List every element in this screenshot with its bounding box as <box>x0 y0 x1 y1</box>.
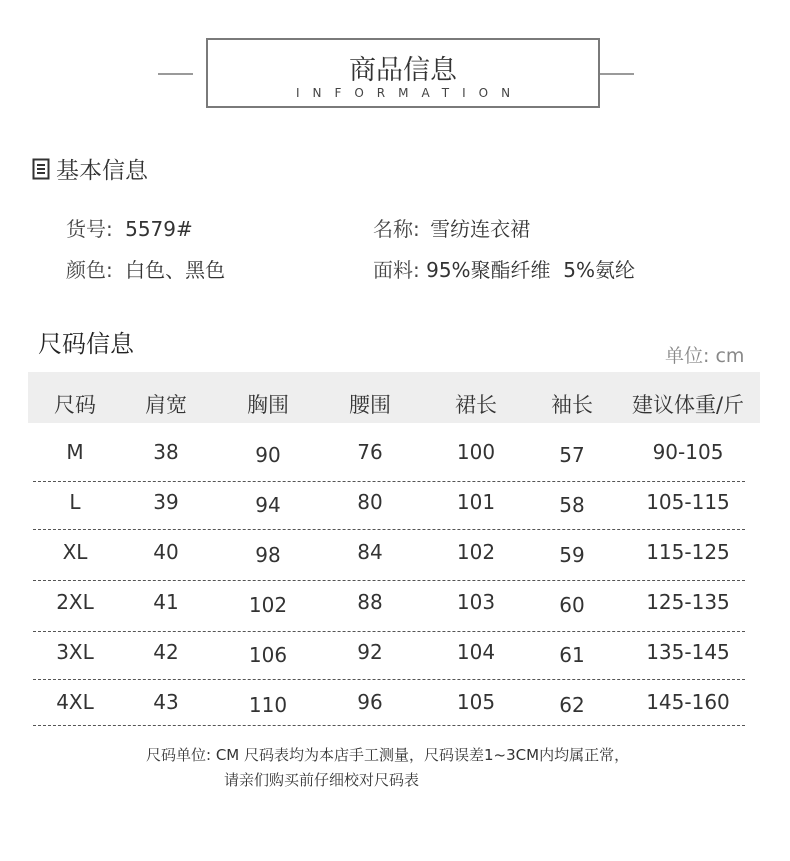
cell-shoulder: 40 <box>153 540 179 564</box>
cell-bust: 110 <box>248 693 288 717</box>
cell-weight: 115-125 <box>646 540 730 564</box>
table-row <box>0 640 790 690</box>
cell-sleeve: 57 <box>559 443 585 467</box>
cell-sleeve: 62 <box>559 693 585 717</box>
cell-dress-length: 103 <box>456 590 496 614</box>
col-header-sleeve: 袖长 <box>551 393 593 417</box>
cell-dress-length: 102 <box>456 540 496 564</box>
cell-bust: 90 <box>255 443 281 467</box>
cell-weight: 125-135 <box>646 590 730 614</box>
basic-info-title: 基本信息 <box>56 158 148 184</box>
document-icon <box>32 158 50 180</box>
item-color-label: 颜色: <box>66 258 113 282</box>
cell-size: XL <box>62 540 88 564</box>
col-header-size: 尺码 <box>54 393 96 417</box>
col-header-weight: 建议体重/斤 <box>631 393 745 417</box>
cell-dress-length: 104 <box>456 640 496 664</box>
table-row <box>0 690 790 740</box>
cell-weight: 90-105 <box>652 440 724 464</box>
cell-dress-length: 101 <box>456 490 496 514</box>
row-divider <box>33 631 745 632</box>
item-name-label: 名称: <box>373 217 420 241</box>
table-row <box>0 440 790 490</box>
table-row <box>0 540 790 590</box>
header-box <box>206 38 600 108</box>
footnote-line-1: 尺码单位: CM 尺码表均为本店手工测量，尺码误差1~3CM内均属正常， <box>146 746 630 764</box>
header-left-line <box>158 73 193 75</box>
col-header-waist: 腰围 <box>349 393 391 417</box>
header-right-line <box>598 73 634 75</box>
row-divider <box>33 580 745 581</box>
cell-dress-length: 100 <box>456 440 496 464</box>
cell-bust: 98 <box>255 543 281 567</box>
footnote-line-2: 请亲们购买前仔细校对尺码表 <box>224 771 420 789</box>
cell-sleeve: 61 <box>559 643 585 667</box>
cell-size: 4XL <box>56 690 94 714</box>
page-title: 商品信息 <box>349 55 457 86</box>
table-row <box>0 490 790 540</box>
table-row <box>0 590 790 640</box>
cell-dress-length: 105 <box>456 690 496 714</box>
cell-bust: 94 <box>255 493 281 517</box>
cell-weight: 105-115 <box>646 490 730 514</box>
cell-weight: 135-145 <box>646 640 730 664</box>
item-no <box>66 213 193 242</box>
col-header-dress-length: 裙长 <box>455 393 497 417</box>
cell-sleeve: 59 <box>559 543 585 567</box>
item-color <box>66 254 225 283</box>
item-name <box>373 213 530 242</box>
col-header-bust: 胸围 <box>247 393 289 417</box>
cell-waist: 80 <box>357 490 383 514</box>
cell-waist: 76 <box>357 440 383 464</box>
col-header-shoulder: 肩宽 <box>145 393 187 417</box>
row-divider <box>33 481 745 482</box>
item-no-value: 5579# <box>125 217 193 241</box>
cell-shoulder: 38 <box>153 440 179 464</box>
size-table-header <box>28 372 760 423</box>
item-name-value: 雪纺连衣裙 <box>430 217 531 241</box>
item-fabric <box>373 254 635 283</box>
cell-waist: 92 <box>357 640 383 664</box>
cell-waist: 96 <box>357 690 383 714</box>
cell-size: 3XL <box>56 640 94 664</box>
page-subtitle: INFORMATION <box>295 86 524 100</box>
item-fabric-value: 95%聚酯纤维 5%氨纶 <box>426 258 636 282</box>
unit-label: 单位: cm <box>665 345 745 367</box>
row-divider <box>33 529 745 530</box>
cell-shoulder: 43 <box>153 690 179 714</box>
cell-shoulder: 39 <box>153 490 179 514</box>
item-no-label: 货号: <box>66 217 113 241</box>
row-divider <box>33 679 745 680</box>
cell-size: 2XL <box>56 590 94 614</box>
cell-sleeve: 58 <box>559 493 585 517</box>
cell-sleeve: 60 <box>559 593 585 617</box>
cell-shoulder: 41 <box>153 590 179 614</box>
cell-size: L <box>69 490 81 514</box>
item-fabric-label: 面料: <box>373 258 420 282</box>
cell-waist: 84 <box>357 540 383 564</box>
basic-info-heading <box>32 152 148 185</box>
cell-bust: 106 <box>248 643 288 667</box>
cell-waist: 88 <box>357 590 383 614</box>
size-info-title: 尺码信息 <box>38 330 134 358</box>
cell-size: M <box>66 440 84 464</box>
cell-weight: 145-160 <box>646 690 730 714</box>
cell-bust: 102 <box>248 593 288 617</box>
row-divider <box>33 725 745 726</box>
item-color-value: 白色、黑色 <box>125 258 226 282</box>
cell-shoulder: 42 <box>153 640 179 664</box>
